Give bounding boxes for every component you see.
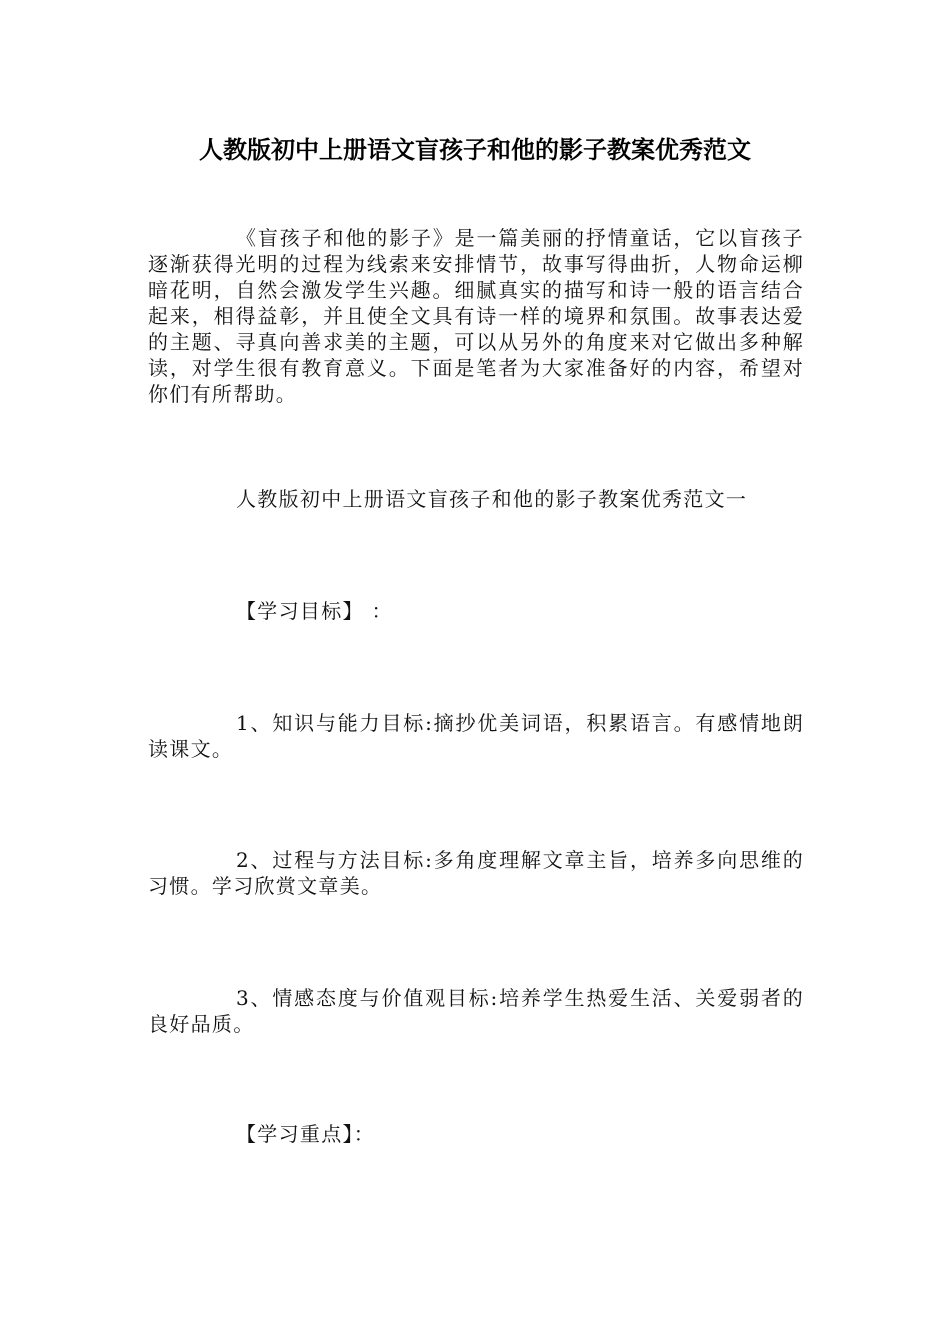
document-title: 人教版初中上册语文盲孩子和他的影子教案优秀范文 — [199, 136, 751, 164]
learning-goal-item: 3、情感态度与价值观目标:培养学生热爱生活、关爱弱者的良好品质。 — [148, 986, 804, 1036]
learning-focus-heading: 【学习重点】： — [236, 1122, 376, 1146]
intro-paragraph: 《盲孩子和他的影子》是一篇美丽的抒情童话，它以盲孩子逐渐获得光明的过程为线索来安排情节，故事写得曲折，人物命运柳暗花明，自然会激发学生兴趣。细腻真实的描写和诗一般的语言结合起来，相得益彰，并且使全文具有诗一样的境界和氛围。故事表达爱的主题、寻真向善求美的主题，可以从另外的角度来对它做出多种解读，对学生很有教育意义。下面是笔者为大家准备好的内容，希望对你们有所帮助。 — [148, 226, 804, 406]
section-subtitle: 人教版初中上册语文盲孩子和他的影子教案优秀范文一 — [236, 487, 748, 511]
learning-goal-item: 2、过程与方法目标:多角度理解文章主旨，培养多向思维的习惯。学习欣赏文章美。 — [148, 848, 804, 898]
learning-goal-item: 1、知识与能力目标:摘抄优美词语，积累语言。有感情地朗读课文。 — [148, 711, 804, 761]
learning-goals-heading: 【学习目标】 ： — [236, 599, 393, 623]
